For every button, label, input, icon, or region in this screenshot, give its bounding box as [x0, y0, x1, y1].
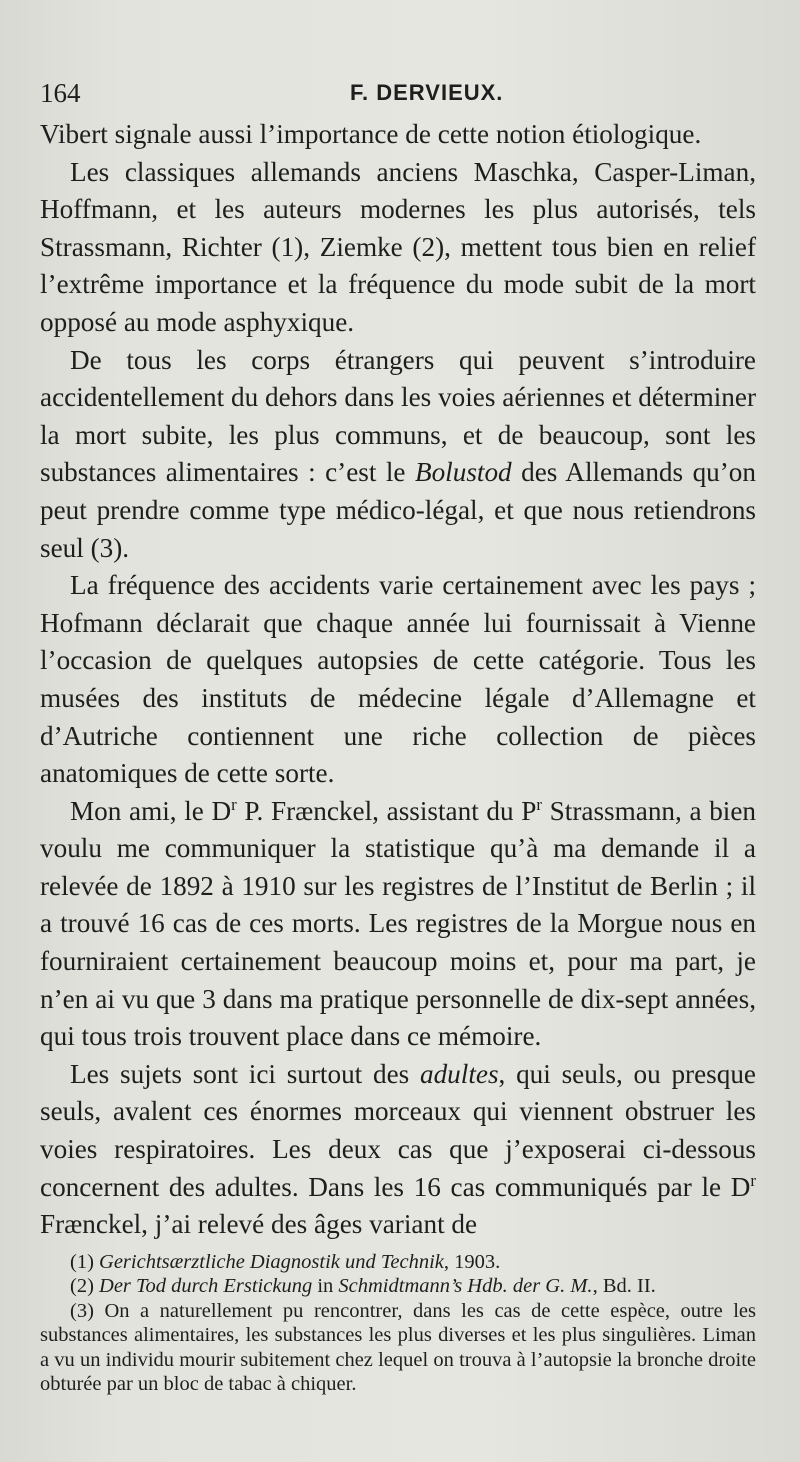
- text-run: , qui seuls, ou presque seuls, avalent ces énormes morceaux qui viennent obstruer les voies respiratoires. Les deux cas que j’exposerai ci-dessous concernent des adultes. Dans les 16 cas communiqués par le D: [40, 1058, 756, 1202]
- italic-text: Gerichtsærztliche Diagnostik und Technik: [99, 1250, 444, 1273]
- text-run: des Allemands qu’on peut prendre comme type médico-légal, et que nous retiendrons seul (3).: [40, 457, 756, 563]
- italic-text: Bolustod: [414, 457, 512, 488]
- italic-text: adultes: [419, 1058, 499, 1089]
- footnote-text: (2): [70, 1275, 100, 1298]
- superscript-text: r: [750, 1170, 756, 1190]
- text-run: Frænckel, j’ai relevé des âges variant de: [40, 1209, 478, 1240]
- italic-text: Schmidtmann’s Hdb. der G. M.: [338, 1275, 593, 1298]
- footnote-text: in: [312, 1275, 339, 1298]
- paragraph: [40, 342, 756, 568]
- paragraph: [40, 116, 756, 154]
- footnote: [40, 1274, 756, 1299]
- paragraph: [40, 154, 756, 342]
- text-run: P. Frænckel, assistant du P: [236, 795, 537, 826]
- paragraph: [40, 567, 756, 793]
- footnotes: [40, 1250, 756, 1397]
- superscript-text: r: [231, 794, 237, 814]
- paragraph: [40, 1056, 756, 1244]
- footnote-text: , 1903.: [443, 1250, 501, 1273]
- text-run: Mon ami, le D: [70, 795, 232, 826]
- footnote-text: , Bd. II.: [592, 1275, 656, 1298]
- paragraph: [40, 793, 756, 1056]
- text-run: La fréquence des accidents varie certainement avec les pays ; Hofmann déclarait que chaque année lui fournissait à Vienne l’occasion de quelques autopsies de cette catégorie. Tous les musées des instituts de médecine légale d’Allemagne et d’Autriche contiennent une riche collection de pièces anatomiques de cette sorte.: [40, 570, 756, 789]
- footnote: [40, 1299, 756, 1397]
- text-run: Strassmann, a bien voulu me communiquer la statistique qu’à ma demande il a relevée de 1892 à 1910 sur les registres de l’Institut de Berlin ; il a trouvé 16 cas de ces morts. Les registres de la Morgue nous en fourniraient certainement beaucoup moins et, pour ma part, je n’en ai vu que 3 dans ma pratique personnelle de dix-sept années, qui tous trois trouvent place dans ce mémoire.: [40, 795, 757, 1052]
- page-number: 164: [40, 78, 81, 108]
- italic-text: Der Tod durch Erstickung: [99, 1275, 313, 1298]
- footnote: [40, 1250, 756, 1275]
- superscript-text: r: [536, 794, 543, 814]
- footnote-text: (3) On a naturellement pu rencontrer, dans les cas de cette espèce, outre les substances alimentaires, les substances les plus diverses et les plus singulières. Liman a vu un individu mourir subitement chez lequel on trouva à l’autopsie la bronche droite obturée par un bloc de tabac à chiquer.: [40, 1299, 756, 1396]
- text-run: Les sujets sont ici surtout des: [70, 1058, 420, 1089]
- body-text: [40, 116, 756, 1244]
- text-run: Vibert signale aussi l’importance de cette notion étiologique.: [40, 119, 702, 149]
- footnote-text: (1): [70, 1250, 100, 1273]
- text-run: De tous les corps étrangers qui peuvent s’introduire accidentellement du dehors dans les voies aériennes et déterminer la mort subite, les plus communs, et de beaucoup, sont les substances alimentaires : c’est le: [40, 344, 756, 488]
- text-run: Les classiques allemands anciens Maschka, Casper-Liman, Hoffmann, et les auteurs modernes les plus autorisés, tels Strassmann, Richter (1), Ziemke (2), mettent tous bien en relief l’extrême importance et la fréquence du mode subit de la mort opposé au mode asphyxique.: [40, 156, 756, 337]
- running-head: F. DERVIEUX.: [350, 80, 504, 105]
- page-header: [40, 70, 756, 116]
